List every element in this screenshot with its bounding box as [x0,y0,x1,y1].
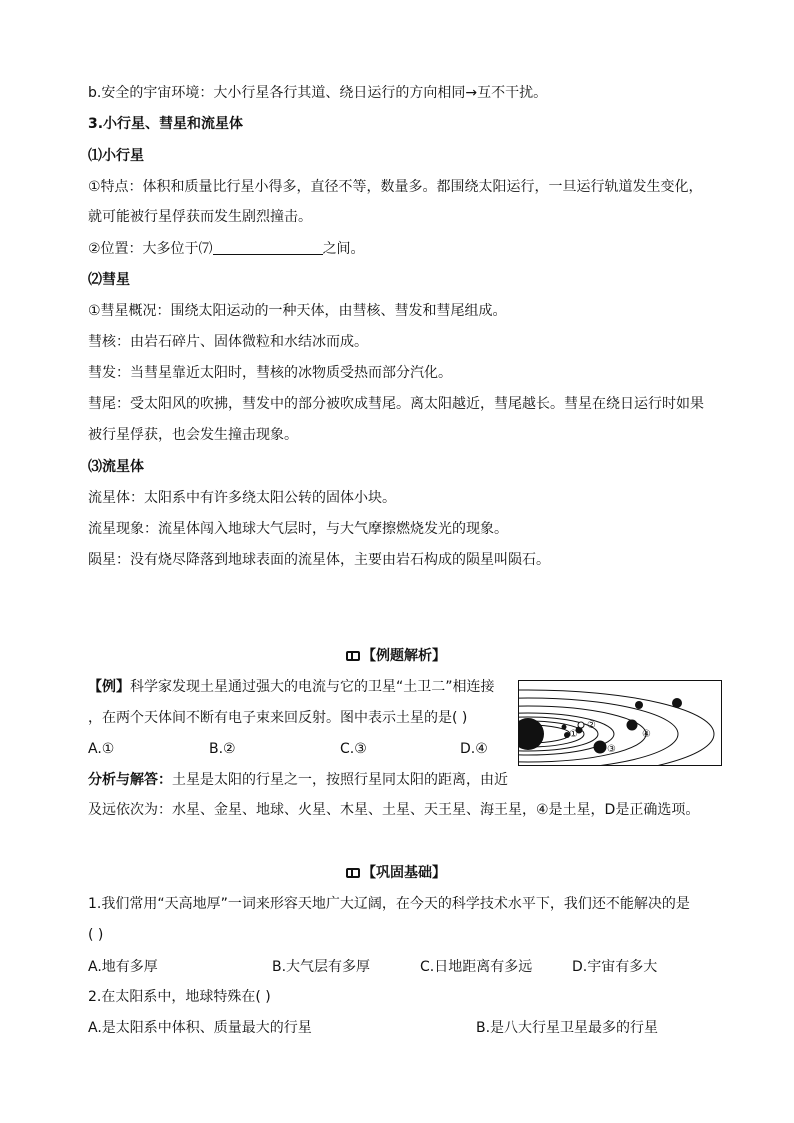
example-option-d[interactable]: D.④ [460,741,488,757]
planet-mars [578,722,584,728]
meteorite-def: 陨星：没有烧尽降落到地球表面的流星体，主要由岩石构成的陨星叫陨石。 [88,552,550,568]
diagram-label-3: ③ [607,744,616,755]
book-icon [346,651,360,661]
q1-option-b[interactable]: B.大气层有多厚 [272,959,371,975]
meteoroid-def: 流星体：太阳系中有许多绕太阳公转的固体小块。 [88,490,396,506]
diagram-label-4: ④ [642,729,651,740]
asteroid-feature-line2: 就可能被行星俘获而发生剧烈撞击。 [88,209,312,225]
q1-option-c[interactable]: C.日地距离有多远 [420,959,533,975]
meteor-phenomenon: 流星现象：流星体闯入地球大气层时，与大气摩擦燃烧发光的现象。 [88,521,508,537]
basics-heading [346,862,446,882]
section-3-title: 3.小行星、彗星和流星体 [88,116,244,132]
asteroid-position-suffix: 之间。 [322,241,365,257]
meteoroid-title: ⑶流星体 [88,459,144,475]
example-option-c[interactable]: C.③ [340,741,367,757]
paragraph-b: b.安全的宇宙环境：大小行星各行其道、绕日运行的方向相同→互不干扰。 [88,85,548,101]
example-label: 【例】 [88,679,130,695]
comet-tail-line1: 彗尾：受太阳风的吹拂，彗发中的部分被吹成彗尾。离太阳越近，彗尾越长。彗星在绕日运行时如果 [88,396,704,412]
asteroid-title: ⑴小行星 [88,148,144,164]
example-heading-text: 【例题解析】 [362,648,446,664]
comet-coma: 彗发：当彗星靠近太阳时，彗核的冰物质受热而部分汽化。 [88,365,452,381]
q1-option-a[interactable]: A.地有多厚 [88,959,158,975]
planet-neptune [672,698,682,708]
planet-saturn [627,720,638,731]
planet-mercury [562,725,567,730]
q1-option-d[interactable]: D.宇宙有多大 [572,959,658,975]
q2-option-b[interactable]: B.是八大行星卫星最多的行星 [476,1020,659,1036]
example-option-a[interactable]: A.① [88,741,115,757]
asteroid-position [88,239,365,259]
answer-text1: 土星是太阳的行星之一，按照行星同太阳的距离，由近 [172,772,508,788]
diagram-label-2: ② [587,720,596,731]
example-question-line1 [88,677,495,697]
solar-system-diagram [518,680,722,766]
diagram-frame [519,681,722,766]
example-answer-line1 [88,770,508,790]
planet-jupiter [594,741,607,754]
question-1-line2: ( ) [88,927,104,943]
example-question-text1: 科学家发现土星通过强大的电流与它的卫星“土卫二”相连接 [130,679,495,695]
example-heading [346,645,446,665]
example-answer-line2: 及远依次为：水星、金星、地球、火星、木星、土星、天王星、海王星，④是土星，D是正确选项。 [88,802,700,818]
basics-heading-text: 【巩固基础】 [362,865,446,881]
question-1-line1: 1.我们常用“天高地厚”一词来形容天地广大辽阔，在今天的科学技术水平下，我们还不能解决的是 [88,896,690,912]
comet-title: ⑵彗星 [88,272,130,288]
question-2-line: 2.在太阳系中，地球特殊在( ) [88,989,271,1005]
planet-uranus [635,701,643,709]
asteroid-feature-line1: ①特点：体积和质量比行星小得多，直径不等，数量多。都围绕太阳运行，一旦运行轨道发生变化， [88,179,703,195]
q2-option-a[interactable]: A.是太阳系中体积、质量最大的行星 [88,1020,312,1036]
comet-nucleus: 彗核：由岩石碎片、固体微粒和水结冰而成。 [88,334,368,350]
example-question-line2: ，在两个天体间不断有电子束来回反射。图中表示土星的是( ) [88,710,468,726]
example-option-b[interactable]: B.② [209,741,236,757]
comet-tail-line2: 被行星俘获，也会发生撞击现象。 [88,427,298,443]
asteroid-position-prefix: ②位置：大多位于⑺ [88,241,213,257]
answer-label: 分析与解答： [88,772,172,788]
diagram-label-1: ① [569,729,578,740]
book-icon [346,868,360,878]
comet-overview: ①彗星概况：围绕太阳运动的一种天体，由彗核、彗发和彗尾组成。 [88,303,507,319]
fill-blank-7[interactable] [213,240,323,255]
